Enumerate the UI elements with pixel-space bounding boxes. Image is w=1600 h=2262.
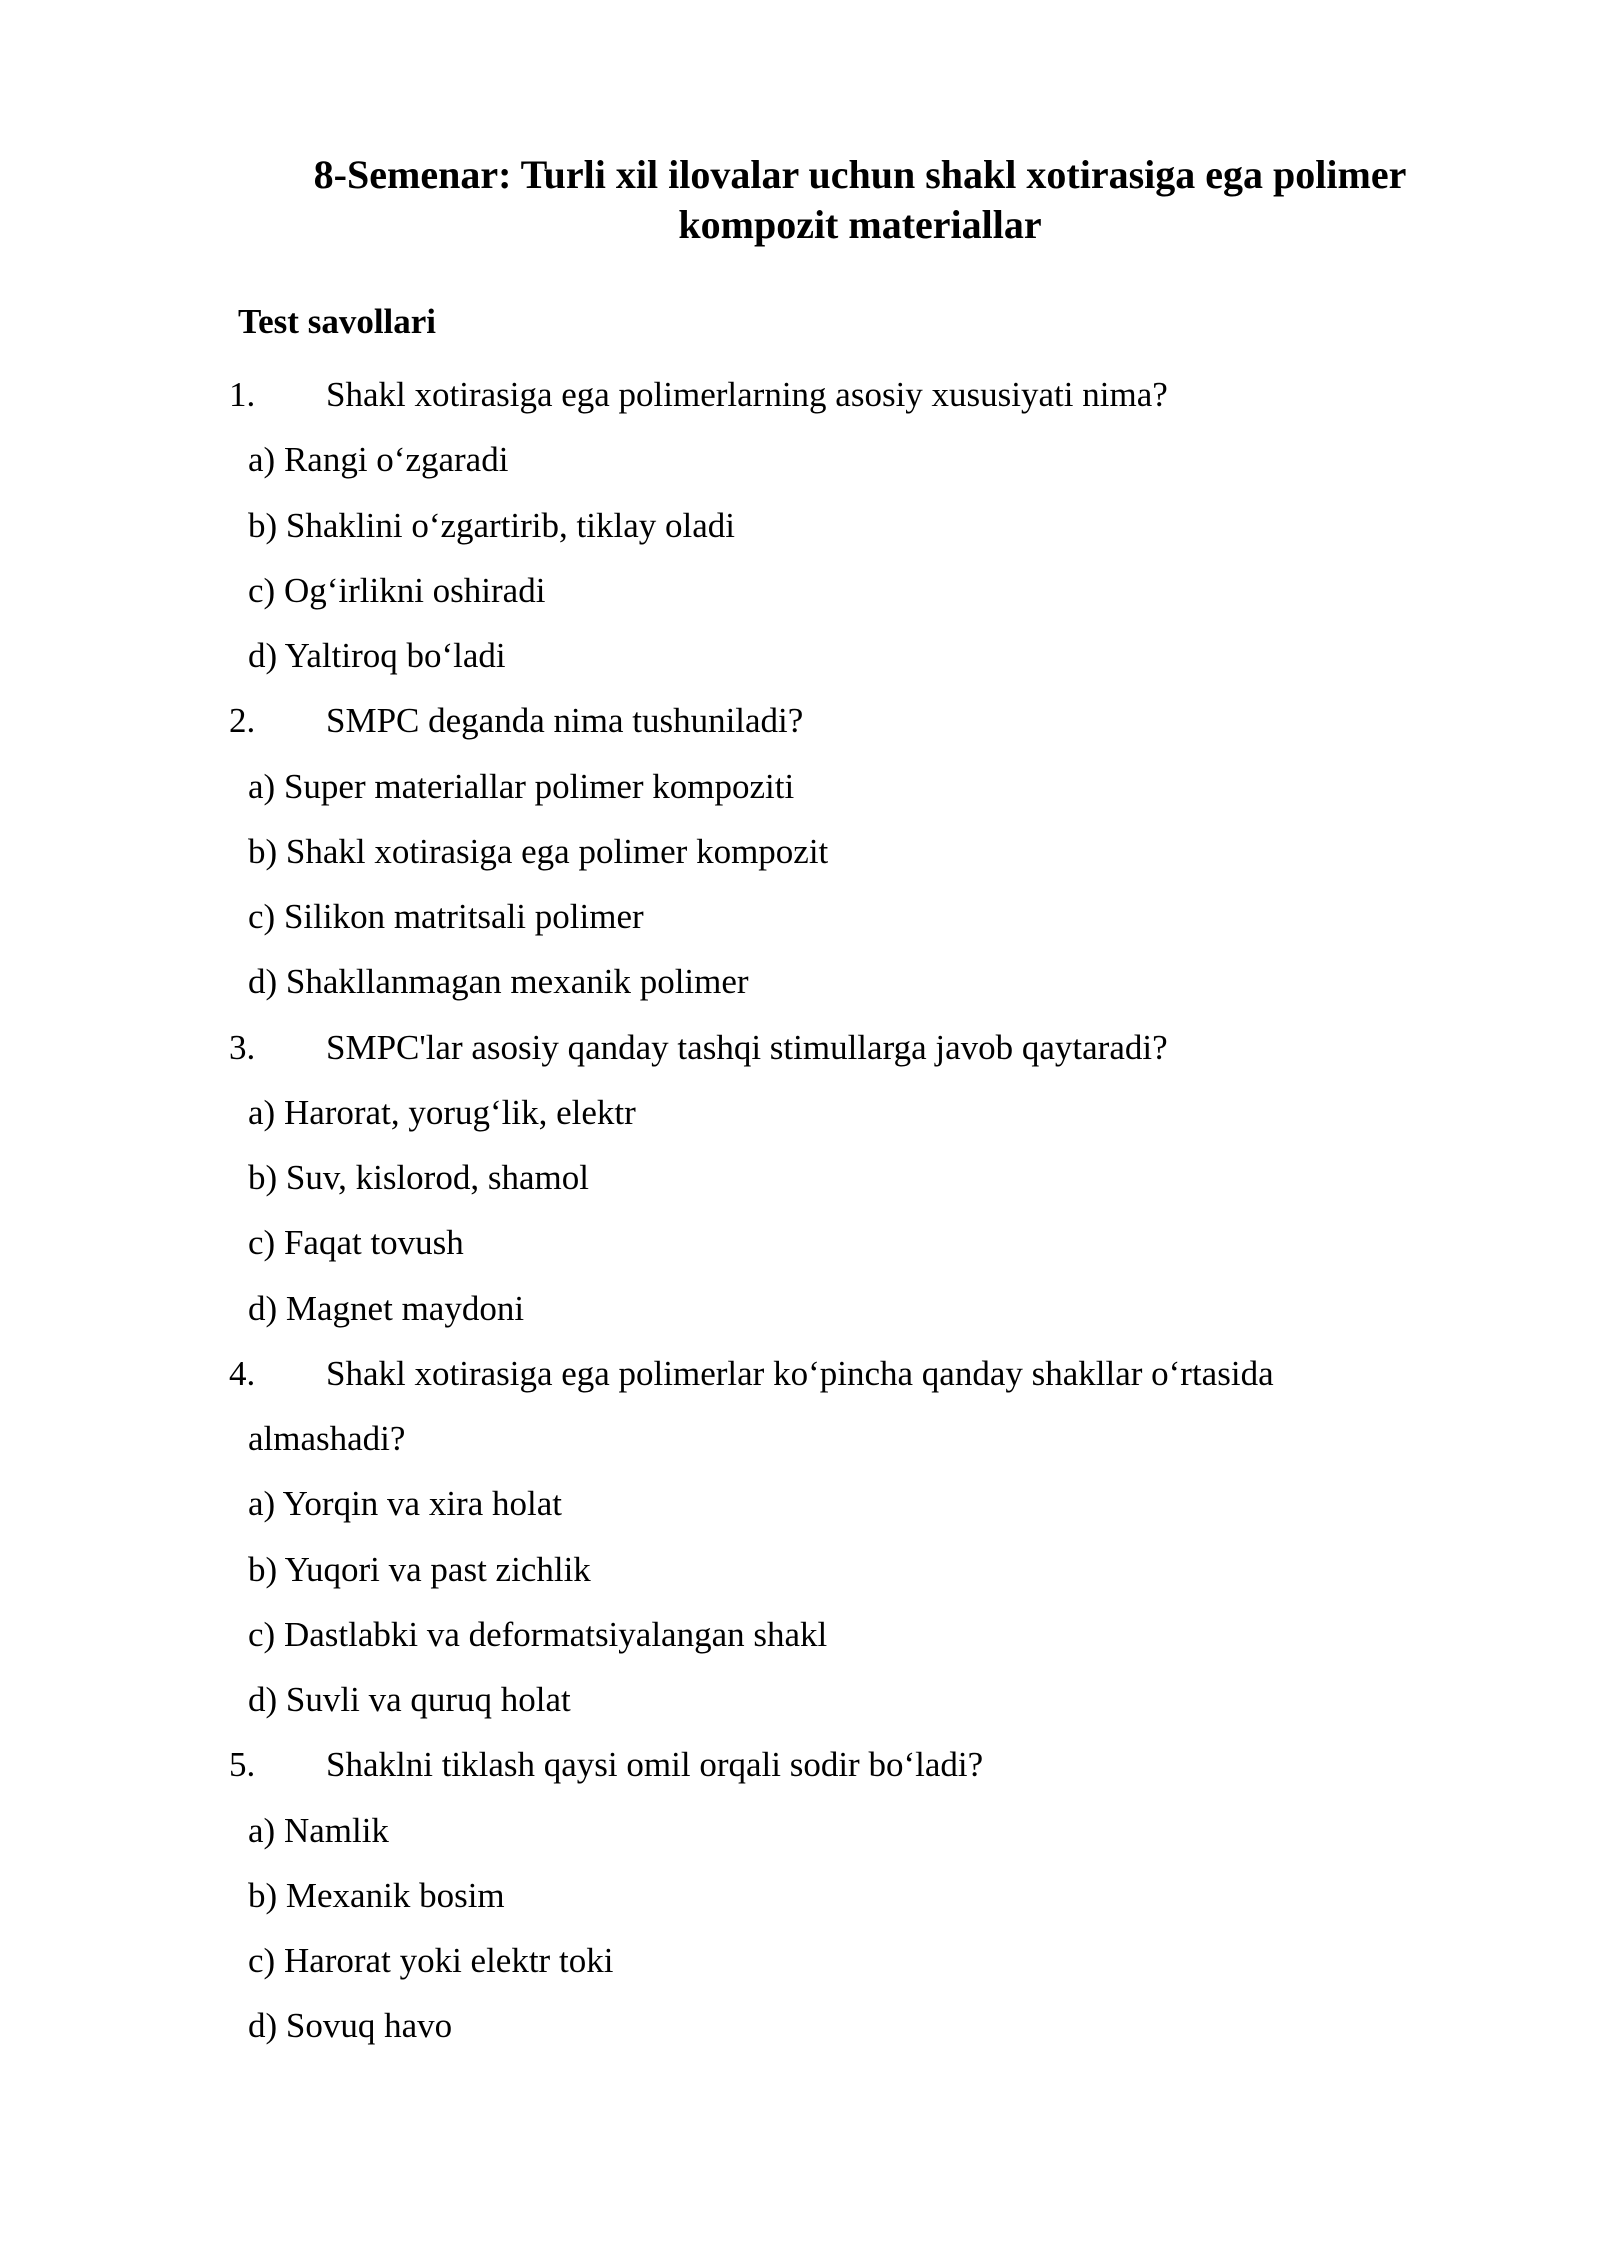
question-number: 3. bbox=[229, 1027, 256, 1067]
option-5d bbox=[0, 1993, 1600, 2058]
option-1a bbox=[0, 427, 1600, 492]
question-3 bbox=[0, 1015, 1600, 1080]
question-4-continued bbox=[0, 1406, 1600, 1471]
option-text: d) Shakllanmagan mexanik polimer bbox=[248, 962, 749, 1002]
option-4c bbox=[0, 1602, 1600, 1667]
option-2b bbox=[0, 819, 1600, 884]
option-4d bbox=[0, 1667, 1600, 1732]
question-text: Shakl xotirasiga ega polimerlar ko‘pincha qanday shakllar o‘rtasida bbox=[326, 1353, 1274, 1393]
option-3c bbox=[0, 1210, 1600, 1275]
question-2 bbox=[0, 688, 1600, 753]
question-number: 5. bbox=[229, 1745, 256, 1785]
question-5 bbox=[0, 1732, 1600, 1797]
option-text: c) Dastlabki va deformatsiyalangan shakl bbox=[248, 1614, 828, 1654]
option-1c bbox=[0, 558, 1600, 623]
option-1d bbox=[0, 623, 1600, 688]
question-1 bbox=[0, 362, 1600, 427]
option-text: a) Yorqin va xira holat bbox=[248, 1484, 562, 1524]
question-number: 2. bbox=[229, 701, 256, 741]
option-text: a) Super materiallar polimer kompoziti bbox=[248, 766, 795, 806]
question-number: 1. bbox=[229, 375, 256, 414]
option-2d bbox=[0, 949, 1600, 1014]
option-5b bbox=[0, 1863, 1600, 1928]
option-text: d) Magnet maydoni bbox=[248, 1288, 525, 1328]
option-text: b) Yuqori va past zichlik bbox=[248, 1549, 591, 1589]
question-4 bbox=[0, 1341, 1600, 1406]
option-text: b) Mexanik bosim bbox=[248, 1875, 505, 1915]
option-text: c) Og‘irlikni oshiradi bbox=[248, 570, 546, 610]
question-text: SMPC deganda nima tushuniladi? bbox=[326, 701, 804, 741]
option-1b bbox=[0, 493, 1600, 558]
option-text: c) Harorat yoki elektr toki bbox=[248, 1941, 614, 1980]
question-text: SMPC'lar asosiy qanday tashqi stimullarga javob qaytaradi? bbox=[326, 1027, 1168, 1067]
option-text: a) Namlik bbox=[248, 1810, 389, 1850]
question-text: Shaklni tiklash qaysi omil orqali sodir bo‘ladi? bbox=[326, 1745, 984, 1785]
section-heading: Test savollari bbox=[238, 302, 437, 341]
option-5c bbox=[0, 1928, 1600, 1993]
option-text: d) Sovuq havo bbox=[248, 2006, 453, 2046]
question-list bbox=[0, 362, 1600, 2059]
option-text: c) Faqat tovush bbox=[248, 1223, 464, 1263]
option-4b bbox=[0, 1537, 1600, 1602]
option-3b bbox=[0, 1145, 1600, 1210]
question-number: 4. bbox=[229, 1353, 256, 1393]
option-text: d) Suvli va quruq holat bbox=[248, 1680, 571, 1719]
option-text: a) Rangi o‘zgaradi bbox=[248, 440, 509, 480]
option-4a bbox=[0, 1471, 1600, 1536]
question-text: Shakl xotirasiga ega polimerlarning asosiy xususiyati nima? bbox=[326, 375, 1168, 414]
option-text: b) Shakl xotirasiga ega polimer kompozit bbox=[248, 831, 829, 871]
option-3d bbox=[0, 1276, 1600, 1341]
document-title: 8-Semenar: Turli xil ilovalar uchun shakl xotirasiga ega polimer kompozit materiallar bbox=[313, 152, 1407, 247]
option-text: c) Silikon matritsali polimer bbox=[248, 897, 644, 936]
option-3a bbox=[0, 1080, 1600, 1145]
option-2a bbox=[0, 754, 1600, 819]
option-5a bbox=[0, 1798, 1600, 1863]
question-text-continued: almashadi? bbox=[248, 1419, 406, 1458]
option-text: b) Suv, kislorod, shamol bbox=[248, 1158, 589, 1197]
option-text: b) Shaklini o‘zgartirib, tiklay oladi bbox=[248, 505, 735, 545]
option-2c bbox=[0, 884, 1600, 949]
option-text: d) Yaltiroq bo‘ladi bbox=[248, 636, 506, 675]
option-text: a) Harorat, yorug‘lik, elektr bbox=[248, 1092, 636, 1132]
